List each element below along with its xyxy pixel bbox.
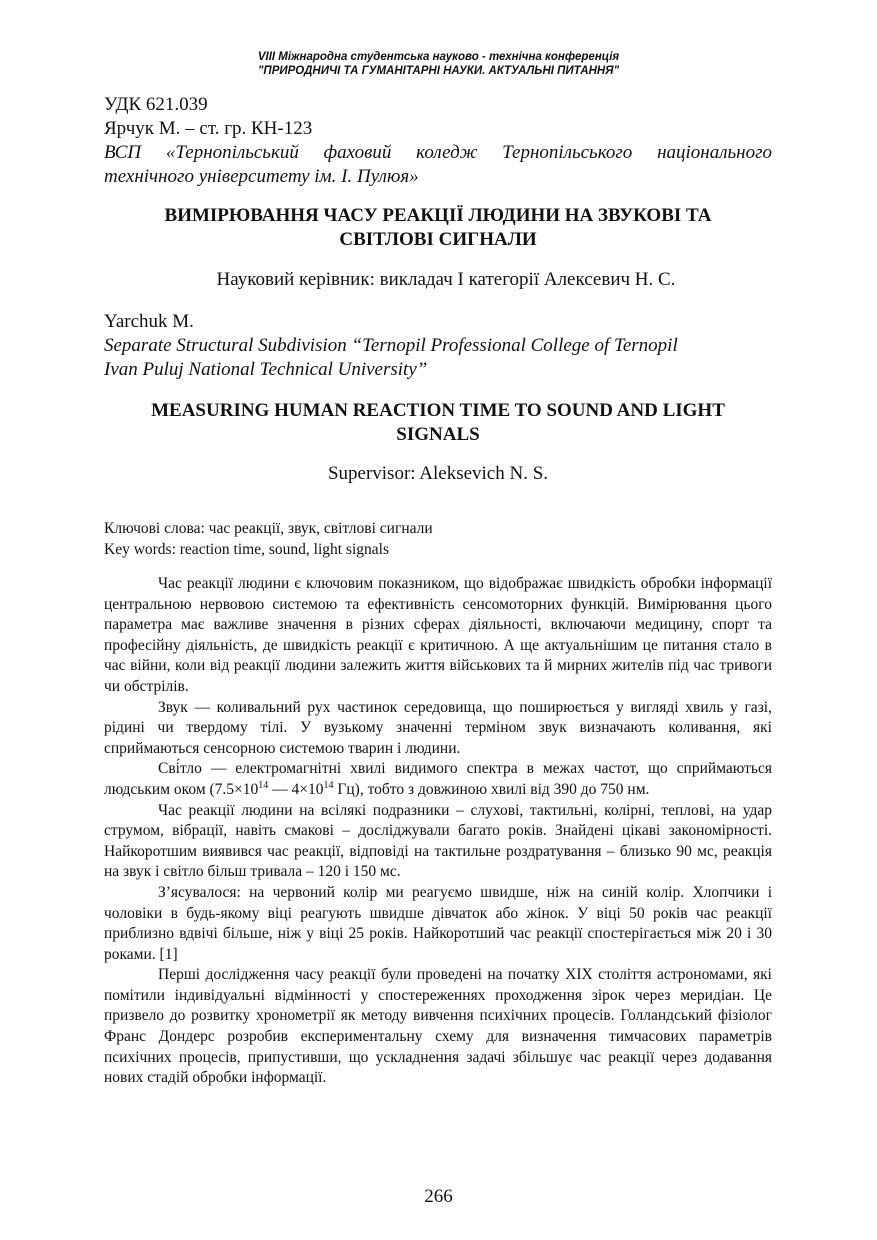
exponent-1: 14 xyxy=(258,779,269,791)
exponent-2: 14 xyxy=(323,779,334,791)
ua-title-line-2: СВІТЛОВІ СИГНАЛИ xyxy=(339,229,537,250)
en-supervisor: Supervisor: Aleksevich N. S. xyxy=(327,463,549,484)
paragraph-1: Час реакції людини є ключовим показником, що відображає швидкість обробки інформації центральною нервовою системою та ефективність сенсомоторних функцій. Вимірювання цього параметра має важливе значення в різних сферах діяльності, включаючи медицину, спорт та професійну діяльність, де швидкість реакції є критичною. А ще актуальнішим це питання стало в час війни, коли від реакції людини залежить життя військових та й мирних жителів під час тривоги чи обстрілів. xyxy=(104,575,772,695)
en-author-block xyxy=(104,310,772,382)
conference-line-1: VIII Міжнародна студентська науково - технічна конференція xyxy=(257,51,620,63)
keywords-ua: Ключові слова: час реакції, звук, світлові сигнали xyxy=(104,520,433,537)
paragraph-3-part-c: Гц), тобто з довжиною хвилі від 390 до 750 нм. xyxy=(333,780,650,798)
conference-line-2: "ПРИРОДНИЧІ ТА ГУМАНІТАРНІ НАУКИ. АКТУАЛЬНІ ПИТАННЯ" xyxy=(257,65,620,77)
en-author: Yarchuk M. xyxy=(104,311,194,332)
paragraph-6: Перші дослідження часу реакції були проведені на початку XIX століття астрономами, які помітили індивідуальні відмінності у спостереженнях проходження зірок через меридіан. Це призвело до розвитку хронометрії як методу вивчення психічних процесів. Голландський фізіолог Франс Дондерс розробив експериментальну схему для визначення тимчасових параметрів психічних процесів, припустивши, що ускладнення задачі збільшує час реакції через додавання нових стадій обробки інформації. xyxy=(104,966,772,1087)
ua-author-block xyxy=(104,93,772,189)
keywords-block xyxy=(104,518,772,560)
ua-affiliation-line-1: ВСП «Тернопільський фаховий коледж Тернопільського національного xyxy=(104,142,772,163)
paragraph-3-part-a: Сві́тло — електромагнітні хвилі видимого спектра в межах частот, що сприймаються людським оком (7.5×10 xyxy=(104,760,772,798)
en-affiliation-line-2: Ivan Puluj National Technical University” xyxy=(104,359,428,380)
udc-code: УДК 621.039 xyxy=(104,94,208,115)
body-text xyxy=(104,574,772,1089)
en-affiliation-line-1: Separate Structural Subdivision “Ternopil Professional College of Ternopil xyxy=(104,335,678,356)
ua-title-line-1: ВИМІРЮВАННЯ ЧАСУ РЕАКЦІЇ ЛЮДИНИ НА ЗВУКОВІ ТА xyxy=(164,205,712,226)
ua-title xyxy=(104,204,772,252)
en-title xyxy=(104,399,772,447)
paragraph-3 xyxy=(104,759,772,800)
keywords-en: Key words: reaction time, sound, light signals xyxy=(104,541,389,558)
paragraph-4: Час реакції людини на всілякі подразники – слухові, тактильні, колірні, теплові, на удар струмом, вібрації, навіть смакові – досліджували багато років. Знайдені цікаві закономірності. Найкоротшим виявився час реакції, відповіді на тактильне роздратування – близько 90 мс, реакція на звук і світло більш тривала – 120 і 150 мс. xyxy=(104,801,772,881)
paragraph-5: З’ясувалося: на червоний колір ми реагуємо швидше, ніж на синій колір. Хлопчики і чоловіки в будь-якому віці реагують швидше дівчаток або жінок. У віці 50 років час реакції приблизно вдвічі більше, ніж у віці 25 років. Найкоротший час реакції спостерігається між 20 і 30 роками. [1] xyxy=(104,883,772,963)
paragraph-2: Звук — коливальний рух частинок середовища, що поширюється у вигляді хвиль у газі, рідині чи твердому тілі. У вузькому значенні терміном звук визначають коливання, які сприймаються сенсорною системою тварин і людини. xyxy=(104,698,772,757)
ua-supervisor: Науковий керівник: викладач І категорії Алексевич Н. С. xyxy=(216,269,676,290)
ua-author: Ярчук М. – ст. гр. КН-123 xyxy=(104,118,313,139)
en-title-line-1: MEASURING HUMAN REACTION TIME TO SOUND AND LIGHT xyxy=(151,400,725,421)
page-number: 266 xyxy=(424,1186,453,1207)
paragraph-3-part-b: — 4×10 xyxy=(268,780,324,798)
conference-header xyxy=(0,50,877,78)
en-title-line-2: SIGNALS xyxy=(396,424,480,445)
ua-affiliation-line-2: технічного університету ім. І. Пулюя» xyxy=(104,166,419,187)
